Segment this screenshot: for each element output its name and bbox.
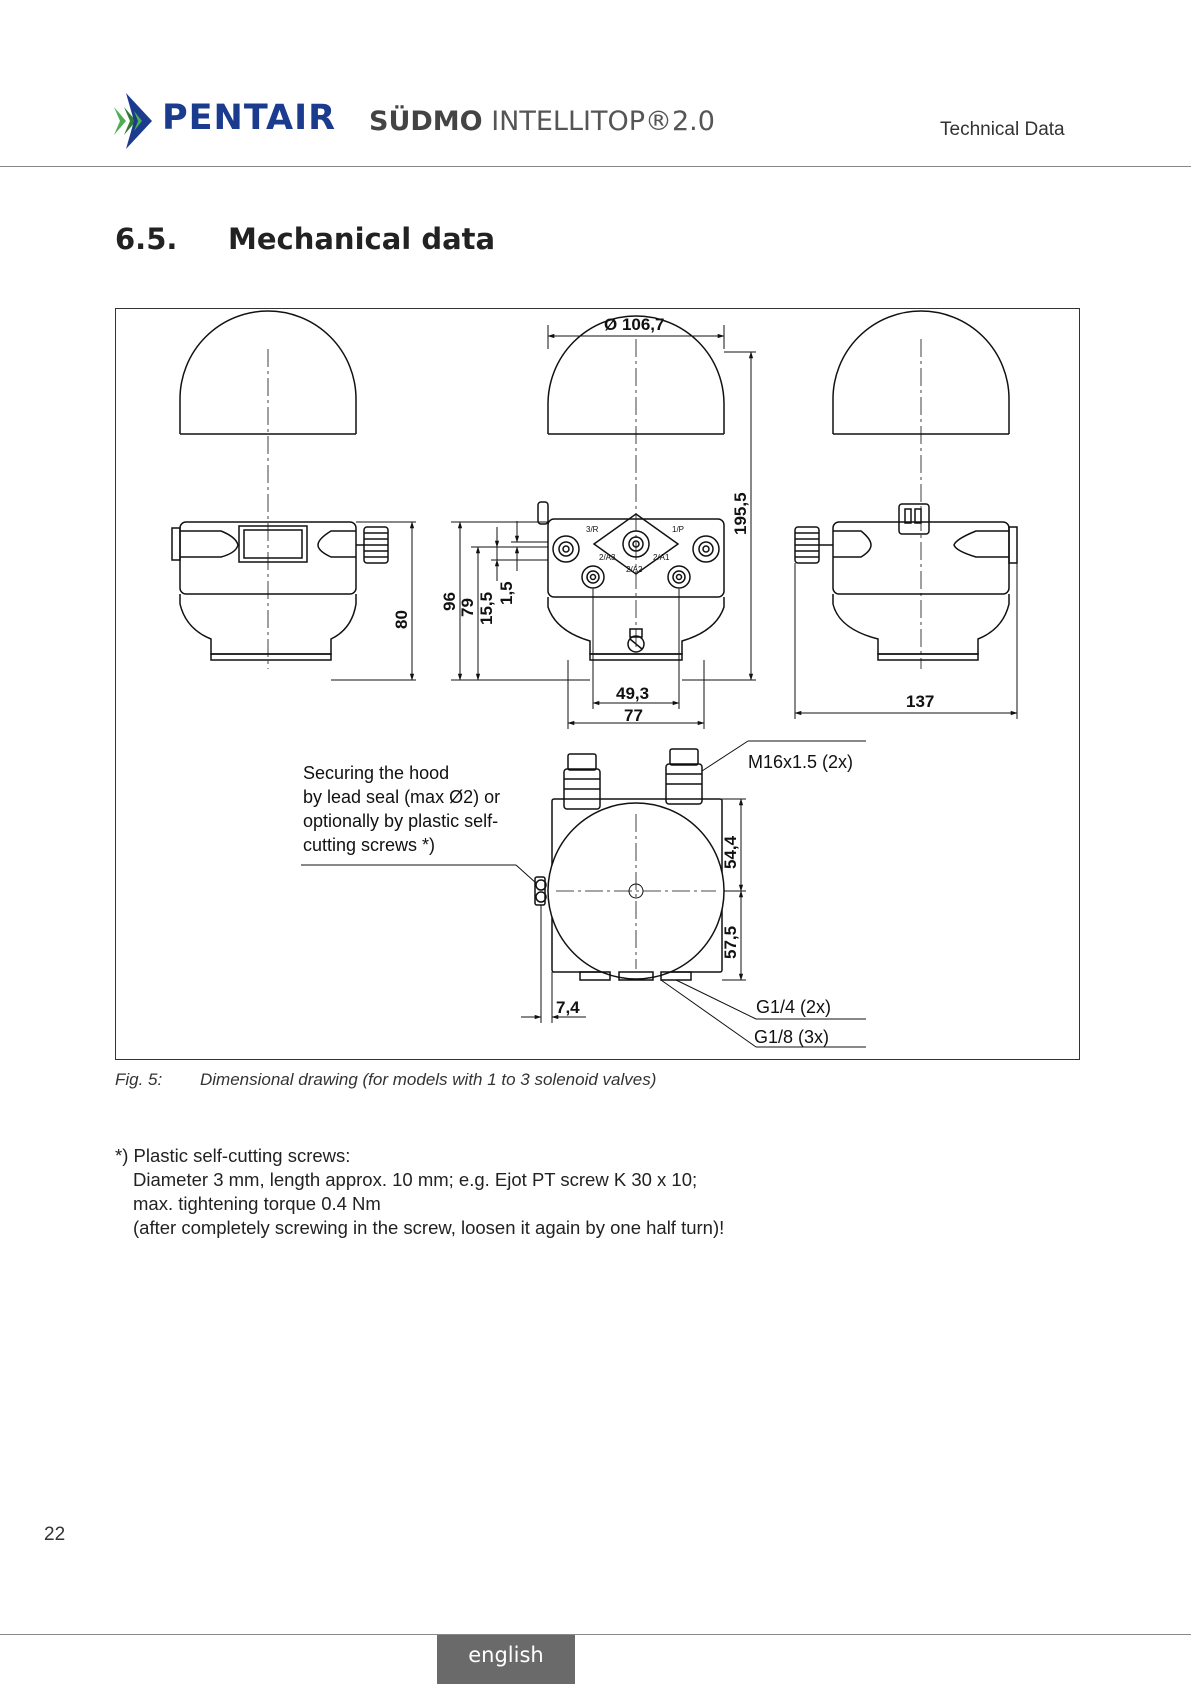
callout-g18: G1/8 (3x) xyxy=(754,1027,830,1047)
port-label-3r: 3/R xyxy=(586,525,599,534)
section-label: Technical Data xyxy=(940,119,1065,140)
dim-195-5: 195,5 xyxy=(731,492,750,535)
product-name xyxy=(369,106,715,137)
port-label-1p: 1/P xyxy=(672,525,685,534)
footnote-line-3: max. tightening torque 0.4 Nm xyxy=(133,1193,381,1214)
dim-1-5: 1,5 xyxy=(497,581,516,605)
dim-diameter: Ø 106,7 xyxy=(604,315,665,334)
note-line-3: optionally by plastic self- xyxy=(303,811,499,831)
footnote-line-4: (after completely screwing in the screw, loosen it again by one half turn)! xyxy=(133,1217,725,1238)
dim-79: 79 xyxy=(458,598,477,617)
dim-77: 77 xyxy=(624,706,643,725)
note-line-4: cutting screws *) xyxy=(303,835,436,855)
footnote-line-1: *) Plastic self-cutting screws: xyxy=(115,1145,351,1166)
dim-96: 96 xyxy=(440,592,459,611)
pentair-logo-icon xyxy=(112,93,156,149)
figure-label: Fig. 5: xyxy=(115,1070,163,1089)
port-label-2a3: 2/A3 xyxy=(599,553,616,562)
footer-divider xyxy=(0,1634,1191,1635)
dim-137: 137 xyxy=(906,692,935,711)
header-divider xyxy=(0,166,1191,167)
center-view xyxy=(538,316,724,660)
port-label-2a2: 2/A2 xyxy=(626,565,643,574)
brand-name: PENTAIR xyxy=(162,98,337,138)
bottom-view xyxy=(535,749,724,980)
right-view xyxy=(795,311,1017,660)
section-number: 6.5. xyxy=(115,222,178,256)
note-line-1: Securing the hood xyxy=(303,763,450,783)
figure-frame xyxy=(115,308,1080,1060)
dim-15-5: 15,5 xyxy=(477,591,496,625)
left-view xyxy=(172,311,388,660)
callout-g14: G1/4 (2x) xyxy=(756,997,832,1017)
dim-57-5: 57,5 xyxy=(721,925,740,959)
dim-49-3: 49,3 xyxy=(616,684,650,703)
product-name-strong: SÜDMO xyxy=(369,106,483,137)
note-line-2: by lead seal (max Ø2) or xyxy=(303,787,501,807)
section-title: Mechanical data xyxy=(228,222,496,256)
product-name-light: INTELLITOP®2.0 xyxy=(491,106,715,137)
port-label-2a1: 2/A1 xyxy=(653,553,670,562)
dimensional-drawing xyxy=(116,309,1079,1059)
dim-54-4: 54,4 xyxy=(721,835,740,869)
page-number: 22 xyxy=(44,1524,66,1545)
dim-7-4: 7,4 xyxy=(556,998,580,1017)
figure-caption: Dimensional drawing (for models with 1 to 3 solenoid valves) xyxy=(200,1070,657,1089)
dim-80: 80 xyxy=(392,610,411,629)
footnote-line-2: Diameter 3 mm, length approx. 10 mm; e.g. Ejot PT screw K 30 x 10; xyxy=(133,1169,698,1190)
language-tab: english xyxy=(437,1635,575,1684)
callout-m16: M16x1.5 (2x) xyxy=(748,752,854,772)
footnote xyxy=(115,1144,724,1240)
